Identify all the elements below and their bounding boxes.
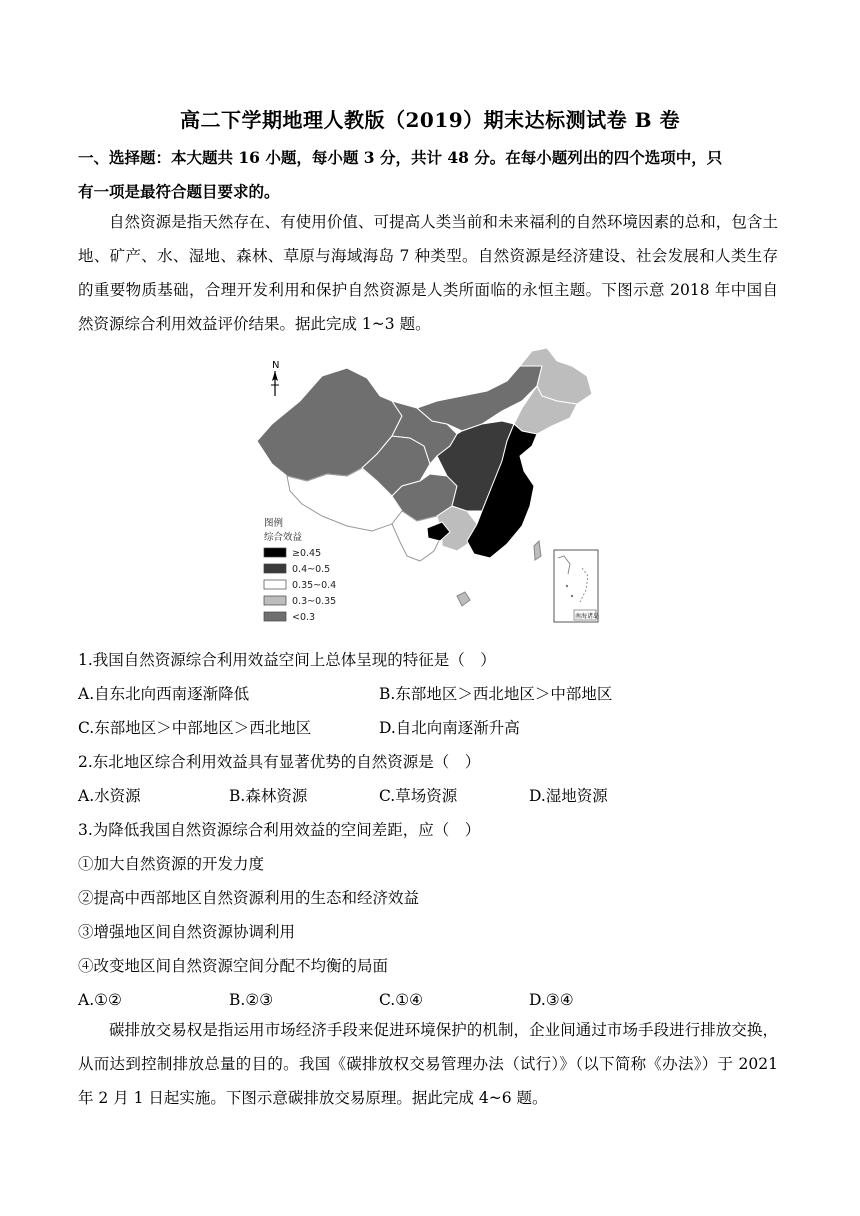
question-3-stem: 3.为降低我国自然资源综合利用效益的空间差距，应（ ）	[78, 821, 481, 839]
q3-statement-4: ④改变地区间自然资源空间分配不均衡的局面	[78, 957, 389, 975]
q3-option-d: D.③④	[529, 991, 574, 1009]
north-arrow-icon	[271, 360, 279, 396]
passage-carbon-trading: 碳排放交易权是指运用市场经济手段来促进环境保护的机制，企业间通过市场手段进行排放交换，从而达到控制排放总量的目的。我国《碳排放权交易管理办法（试行）》（以下简称《办法》）于 2021 年 2 月 1 日起实施。下图示意碳排放交易原理。据此完成 4~6 题。	[78, 1021, 778, 1107]
question-2-stem: 2.东北地区综合利用效益具有显著优势的自然资源是（ ）	[78, 753, 481, 771]
legend-item-2: 0.35~0.4	[292, 580, 337, 591]
legend-item-3: 0.3~0.35	[292, 596, 337, 607]
q2-option-d: D.湿地资源	[529, 787, 608, 805]
question-1-stem: 1.我国自然资源综合利用效益空间上总体呈现的特征是（ ）	[78, 651, 496, 669]
q2-option-b: B.森林资源	[229, 787, 308, 805]
q1-option-d: D.自北向南逐渐升高	[379, 719, 520, 737]
q3-option-a: A.①②	[78, 991, 122, 1009]
section-heading-line1: 一、选择题：本大题共 16 小题，每小题 3 分，共计 48 分。在每小题列出的四个选项中，只	[78, 148, 723, 167]
q1-option-b: B.东部地区＞西北地区＞中部地区	[379, 685, 613, 703]
legend-item-4: <0.3	[292, 612, 316, 623]
map-legend	[264, 517, 336, 623]
q2-option-c: C.草场资源	[379, 787, 458, 805]
svg-text:N: N	[272, 360, 280, 371]
legend-title: 图例	[264, 518, 284, 529]
south-china-sea-inset	[554, 550, 599, 622]
legend-subtitle: 综合效益	[264, 532, 303, 543]
inset-label: 南海诸岛	[575, 613, 600, 620]
page-title: 高二下学期地理人教版（2019）期末达标测试卷 B 卷	[180, 108, 680, 132]
q1-option-a: A.自东北向西南逐渐降低	[78, 685, 250, 703]
q3-option-b: B.②③	[229, 991, 274, 1009]
q3-option-c: C.①④	[379, 991, 424, 1009]
q3-statement-2: ②提高中西部地区自然资源利用的生态和经济效益	[78, 889, 420, 907]
legend-item-1: 0.4~0.5	[292, 564, 331, 575]
q3-statement-1: ①加大自然资源的开发力度	[78, 855, 265, 873]
passage-natural-resources: 自然资源是指天然存在、有使用价值、可提高人类当前和未来福利的自然环境因素的总和，包含土地、矿产、水、湿地、森林、草原与海域海岛 7 种类型。自然资源是经济建设、社会发展和人类生存的重要物质基础，合理开发利用和保护自然资源是人类所面临的永恒主题。下图示意 2018 年中国自然资源综合利用效益评价结果。据此完成 1~3 题。	[78, 213, 778, 333]
q3-statement-3: ③增强地区间自然资源协调利用	[78, 923, 296, 941]
china-resource-benefit-map	[252, 346, 604, 628]
q1-option-c: C.东部地区＞中部地区＞西北地区	[78, 719, 312, 737]
q2-option-a: A.水资源	[78, 787, 141, 805]
region-taiwan	[534, 541, 541, 560]
section-heading-line2: 有一项是最符合题目要求的。	[78, 182, 280, 201]
region-hainan	[457, 592, 470, 606]
legend-item-0: ≥0.45	[292, 548, 322, 559]
